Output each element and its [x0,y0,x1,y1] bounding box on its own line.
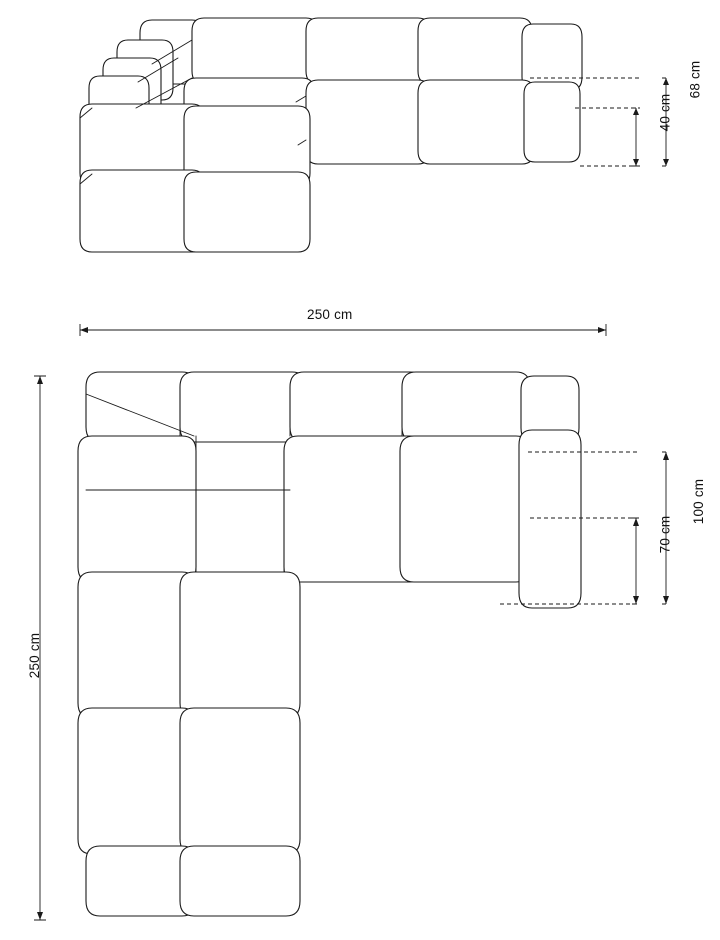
top-view [78,372,581,916]
seat-cushion-3 [418,80,534,164]
perspective-view [80,18,582,252]
dimension-label-depth-seat: 70 cm [657,515,673,554]
top-right-arm [519,430,581,608]
top-chaise-2 [180,572,300,718]
dimension-label-height-total: 68 cm [687,60,703,99]
cushion-back-right-arm [522,24,582,90]
seat-cushion-2 [306,80,430,164]
dimension-label-height-seat: 40 cm [657,93,673,132]
top-seat-corner [78,436,196,582]
top-foot-cushion-2 [180,846,300,916]
dimension-label-length-total: 250 cm [27,632,43,679]
seat-cushion-right-arm [524,82,580,162]
cushion-back-4 [418,18,532,84]
dimension-label-depth-total: 100 cm [691,478,707,525]
top-chaise-1 [78,572,196,718]
top-back-cushion-2 [180,372,306,442]
cushion-back-2 [192,18,318,84]
top-seat-3 [400,436,530,582]
chaise-cushion-4 [184,172,310,252]
cushion-back-3 [306,18,430,84]
top-back-cushion-4 [402,372,530,442]
top-chaise-3 [78,708,196,854]
top-chaise-4 [180,708,300,854]
dimension-label-width-total: 250 cm [307,307,353,322]
